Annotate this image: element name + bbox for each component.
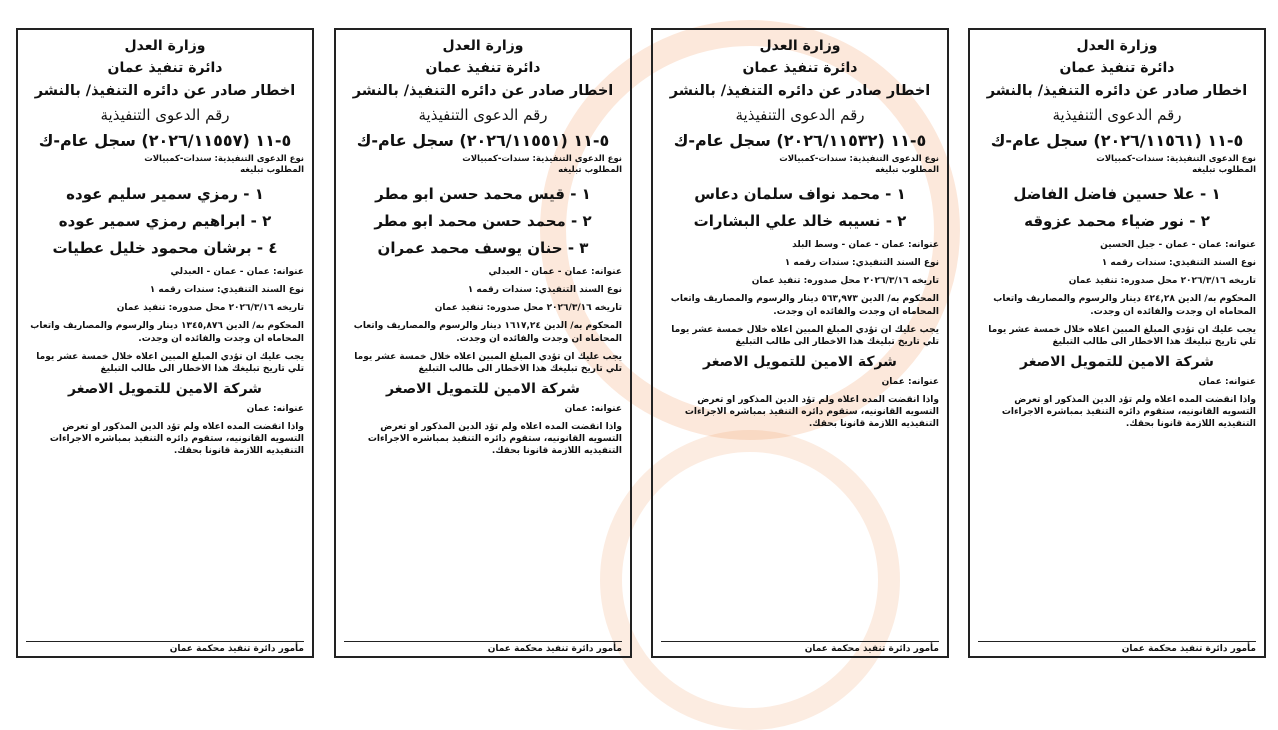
ministry-title: وزارة العدل [442, 38, 524, 54]
warning: يجب عليك ان تؤدي المبلغ المبين اعلاه خلال خمسة عشر يوما تلي تاريخ تبليغك هذا الاخطار الى طالب التبليغ [354, 351, 622, 374]
claim-type: نوع الدعوى التنفيذية: سندات-كمبيالات [462, 154, 622, 164]
officer-signature: مأمور دائرة تنفيذ محكمة عمان [344, 641, 622, 654]
to-notify-label: المطلوب تبليغه [875, 165, 939, 175]
company-address: عنوانه: عمان [246, 403, 304, 414]
company-name: شركة الامين للتمويل الاصغر [386, 380, 580, 397]
notice-type: اخطار صادر عن دائره التنفيذ/ بالنشر [986, 83, 1248, 99]
date-place: تاريخه ٢٠٢٦/٣/١٦ محل صدوره: تنفيذ عمان [1068, 276, 1256, 287]
judgment: المحكوم به/ الدين ١٣٤٥,٨٧٦ دينار والرسوم والمصاريف واتعاب المحاماه ان وجدت والفائده ان وجدت. [30, 321, 304, 344]
case-number: ٥-١١ (٢٠٢٦/١١٥٥١) سجل عام-ك [356, 131, 610, 150]
address: عنوانه: عمان - عمان - العبدلي [488, 267, 622, 277]
document-type: نوع السند التنفيذي: سندات رقمه ١ [784, 258, 939, 269]
company-address: عنوانه: عمان [881, 376, 939, 387]
consequence: واذا انقضت المده اعلاه ولم تؤد الدين المذكور او تعرض التسويه القانونيه، ستقوم دائره التنفيذ بمباشره الاجراءات التنفيذيه اللازمة قانونا بحقك. [684, 395, 939, 430]
claim-type: نوع الدعوى التنفيذية: سندات-كمبيالات [779, 154, 939, 164]
department-title: دائرة تنفيذ عمان [1059, 60, 1175, 76]
notice-panel [334, 28, 632, 658]
defendant-name: ١ - علا حسين فاضل الفاضل [1013, 185, 1221, 203]
defendant-name: ١ - رمزي سمير سليم عوده [66, 185, 264, 203]
notice-type: اخطار صادر عن دائره التنفيذ/ بالنشر [352, 83, 614, 99]
notice-panel [651, 28, 949, 658]
defendant-name: ٢ - محمد حسن محمد ابو مطر [374, 212, 592, 230]
officer-signature: مأمور دائرة تنفيذ محكمة عمان [26, 641, 304, 654]
consequence: واذا انقضت المده اعلاه ولم تؤد الدين المذكور او تعرض التسويه القانونيه، ستقوم دائره التنفيذ بمباشره الاجراءات التنفيذيه اللازمة قانونا بحقك. [1001, 395, 1256, 430]
warning: يجب عليك ان تؤدي المبلغ المبين اعلاه خلال خمسة عشر يوما تلي تاريخ تبليغك هذا الاخطار الى طالب التبليغ [988, 324, 1256, 347]
case-number: ٥-١١ (٢٠٢٦/١١٥٦١) سجل عام-ك [990, 131, 1244, 150]
document-type: نوع السند التنفيذي: سندات رقمه ١ [467, 285, 622, 296]
address: عنوانه: عمان - عمان - العبدلي [170, 267, 304, 277]
defendant-names [978, 185, 1256, 230]
defendant-name: ٣ - حنان يوسف محمد عمران [377, 239, 589, 257]
company-name: شركة الامين للتمويل الاصغر [703, 353, 897, 370]
date-place: تاريخه ٢٠٢٦/٣/١٦ محل صدوره: تنفيذ عمان [434, 303, 622, 314]
notice-panel [16, 28, 314, 658]
consequence: واذا انقضت المده اعلاه ولم تؤد الدين المذكور او تعرض التسويه القانونيه، ستقوم دائره التنفيذ بمباشره الاجراءات التنفيذيه اللازمة قانونا بحقك. [367, 422, 622, 457]
claim-number-label: رقم الدعوى التنفيذية [1052, 106, 1182, 124]
defendant-name: ٤ - برشان محمود خليل عطيات [52, 239, 278, 257]
document-type: نوع السند التنفيذي: سندات رقمه ١ [149, 285, 304, 296]
officer-signature: مأمور دائرة تنفيذ محكمة عمان [978, 641, 1256, 654]
case-number: ٥-١١ (٢٠٢٦/١١٥٥٧) سجل عام-ك [38, 131, 292, 150]
defendant-name: ٢ - ابراهيم رمزي سمير عوده [58, 212, 272, 230]
notice-panel [968, 28, 1266, 658]
defendant-name: ١ - محمد نواف سلمان دعاس [694, 185, 906, 203]
judgment: المحكوم به/ الدين ٤٢٤,٢٨ دينار والرسوم والمصاريف واتعاب المحاماه ان وجدت والفائده ان وجدت. [993, 294, 1256, 317]
claim-number-label: رقم الدعوى التنفيذية [418, 106, 548, 124]
judgment: المحكوم به/ الدين ٥٦٣,٩٧٣ دينار والرسوم والمصاريف واتعاب المحاماه ان وجدت والفائده ان وجدت. [670, 294, 939, 317]
ministry-title: وزارة العدل [124, 38, 206, 54]
warning: يجب عليك ان تؤدي المبلغ المبين اعلاه خلال خمسة عشر يوما تلي تاريخ تبليغك هذا الاخطار الى طالب التبليغ [36, 351, 304, 374]
ministry-title: وزارة العدل [1076, 38, 1158, 54]
to-notify-label: المطلوب تبليغه [1192, 165, 1256, 175]
defendant-name: ٢ - نور ضياء محمد عزوقه [1024, 212, 1210, 230]
defendant-name: ١ - قيس محمد حسن ابو مطر [375, 185, 591, 203]
warning: يجب عليك ان تؤدي المبلغ المبين اعلاه خلال خمسة عشر يوما تلي تاريخ تبليغك هذا الاخطار الى طالب التبليغ [671, 324, 939, 347]
case-number: ٥-١١ (٢٠٢٦/١١٥٣٢) سجل عام-ك [673, 131, 927, 150]
to-notify-label: المطلوب تبليغه [558, 165, 622, 175]
department-title: دائرة تنفيذ عمان [425, 60, 541, 76]
department-title: دائرة تنفيذ عمان [107, 60, 223, 76]
claim-number-label: رقم الدعوى التنفيذية [735, 106, 865, 124]
address: عنوانه: عمان - عمان - جبل الحسين [1100, 240, 1256, 250]
notice-type: اخطار صادر عن دائره التنفيذ/ بالنشر [669, 83, 931, 99]
ministry-title: وزارة العدل [759, 38, 841, 54]
company-address: عنوانه: عمان [564, 403, 622, 414]
date-place: تاريخه ٢٠٢٦/٣/١٦ محل صدوره: تنفيذ عمان [751, 276, 939, 287]
defendant-name: ٢ - نسيبه خالد علي البشارات [693, 212, 907, 230]
defendant-names [26, 185, 304, 257]
officer-signature: مأمور دائرة تنفيذ محكمة عمان [661, 641, 939, 654]
claim-type: نوع الدعوى التنفيذية: سندات-كمبيالات [1096, 154, 1256, 164]
consequence: واذا انقضت المده اعلاه ولم تؤد الدين المذكور او تعرض التسويه القانونيه، ستقوم دائره التنفيذ بمباشره الاجراءات التنفيذيه اللازمة قانونا بحقك. [49, 422, 304, 457]
document-type: نوع السند التنفيذي: سندات رقمه ١ [1101, 258, 1256, 269]
claim-type: نوع الدعوى التنفيذية: سندات-كمبيالات [144, 154, 304, 164]
claim-number-label: رقم الدعوى التنفيذية [100, 106, 230, 124]
company-address: عنوانه: عمان [1198, 376, 1256, 387]
date-place: تاريخه ٢٠٢٦/٣/١٦ محل صدوره: تنفيذ عمان [116, 303, 304, 314]
address: عنوانه: عمان - عمان - وسط البلد [792, 240, 939, 250]
department-title: دائرة تنفيذ عمان [742, 60, 858, 76]
company-name: شركة الامين للتمويل الاصغر [1020, 353, 1214, 370]
defendant-names [661, 185, 939, 230]
company-name: شركة الامين للتمويل الاصغر [68, 380, 262, 397]
defendant-names [344, 185, 622, 257]
to-notify-label: المطلوب تبليغه [240, 165, 304, 175]
notice-type: اخطار صادر عن دائره التنفيذ/ بالنشر [34, 83, 296, 99]
judgment: المحكوم به/ الدين ١٦١٧,٢٤ دينار والرسوم والمصاريف واتعاب المحاماه ان وجدت والفائده ان وجدت. [353, 321, 622, 344]
